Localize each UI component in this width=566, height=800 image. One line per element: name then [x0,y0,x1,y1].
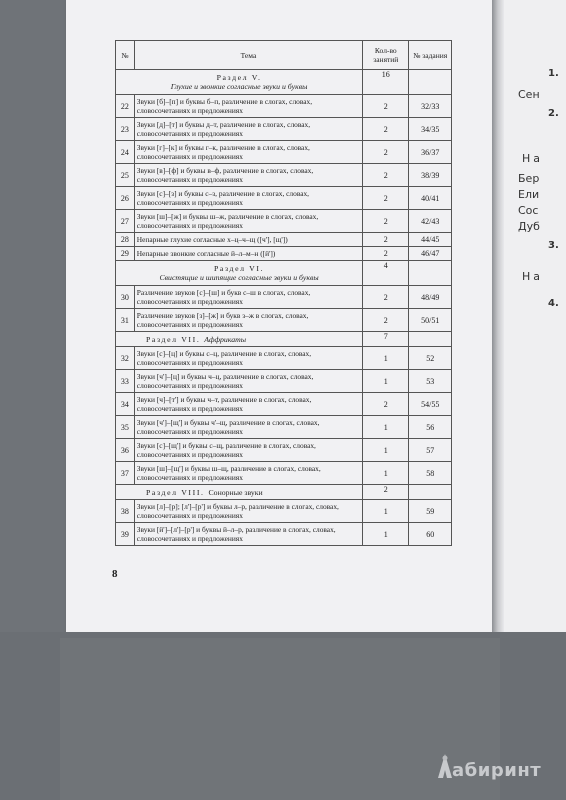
lesson-topic: Звуки [с]–[з] и буквы с–з, различение в слогах, словах, словосочетаниях и предложениях [134,187,362,210]
page-number: 8 [112,568,118,580]
lesson-task: 40/41 [409,187,452,210]
lesson-topic: Звуки [ч]–[т'] и буквы ч–т, различение в слогах, словах, словосочетаниях и предложениях [134,393,362,416]
right-page-fragment: Ели [518,188,540,201]
table-row [116,247,452,261]
lesson-count: 2 [363,247,409,261]
lesson-topic: Звуки [г]–[к] и буквы г–к, различение в слогах, словах, словосочетаниях и предложениях [134,141,362,164]
section-title [116,70,363,95]
section-subtitle: Сонорные звуки [208,487,263,497]
table-row [116,500,452,523]
lesson-number: 26 [116,187,135,210]
lesson-task: 59 [409,500,452,523]
section-row [116,261,452,286]
lesson-task: 60 [409,523,452,546]
right-page-fragment: На [522,270,544,283]
lesson-number: 34 [116,393,135,416]
right-page-fragment: На [522,152,544,165]
lesson-topic: Звуки [ш]–[щ'] и буквы ш–щ, различение в слогах, словах, словосочетаниях и предложениях [134,462,362,485]
right-page-fragment: 3. [548,240,559,251]
lesson-topic: Звуки [с]–[щ'] и буквы с–щ, различение в слогах, словах, словосочетаниях и предложениях [134,439,362,462]
lesson-count: 2 [363,286,409,309]
lesson-number: 33 [116,370,135,393]
section-subtitle: Аффрикаты [204,334,247,344]
lesson-count: 2 [363,309,409,332]
table-row [116,233,452,247]
section-title [116,332,363,347]
lesson-topic: Различение звуков [з]–[ж] и букв з–ж в слогах, словах, словосочетаниях и предложениях [134,309,362,332]
right-page-fragment: 2. [548,108,559,119]
lesson-task: 48/49 [409,286,452,309]
lesson-count: 2 [363,187,409,210]
table-row [116,309,452,332]
section-subtitle: Глухие и звонкие согласные звуки и буквы [170,82,308,91]
lesson-task: 50/51 [409,309,452,332]
lesson-count: 2 [363,233,409,247]
table-body [116,70,452,546]
lesson-number: 25 [116,164,135,187]
header-task: № задания [409,41,452,70]
section-task-empty [409,261,452,286]
right-page-fragment: Дуб [518,220,540,233]
lesson-count: 2 [363,118,409,141]
lesson-count: 1 [363,500,409,523]
lesson-task: 52 [409,347,452,370]
table-row [116,462,452,485]
contents-table [115,40,452,546]
section-row [116,485,452,500]
lesson-topic: Звуки [с]–[ц] и буквы с–ц, различение в слогах, словах, словосочетаниях и предложениях [134,347,362,370]
table-row [116,187,452,210]
lesson-task: 53 [409,370,452,393]
lesson-number: 36 [116,439,135,462]
lesson-number: 30 [116,286,135,309]
lesson-task: 34/35 [409,118,452,141]
lesson-number: 39 [116,523,135,546]
lesson-number: 24 [116,141,135,164]
right-page-fragment: Сен [518,88,540,101]
lesson-task: 42/43 [409,210,452,233]
table-row [116,164,452,187]
watermark-text: абиринт [452,760,542,781]
section-title [116,261,363,286]
section-heading: Раздел V. [216,73,262,82]
table-row [116,286,452,309]
lesson-number: 27 [116,210,135,233]
table-row [116,141,452,164]
lesson-topic: Звуки [й']–[л']–[р'] и буквы й–л–р, различение в слогах, словах, словосочетаниях и предложениях [134,523,362,546]
lesson-task: 36/37 [409,141,452,164]
lesson-count: 2 [363,393,409,416]
section-heading: Раздел VII. [146,334,201,344]
book-page-right [504,0,566,632]
lesson-count: 1 [363,523,409,546]
lesson-count: 1 [363,347,409,370]
section-task-empty [409,70,452,95]
table-row [116,347,452,370]
lesson-number: 38 [116,500,135,523]
lesson-number: 32 [116,347,135,370]
lesson-topic: Различение звуков [с]–[ш] и букв с–ш в слогах, словах, словосочетаниях и предложениях [134,286,362,309]
table-row [116,523,452,546]
lesson-task: 54/55 [409,393,452,416]
lesson-task: 57 [409,439,452,462]
lesson-count: 2 [363,95,409,118]
section-subtitle: Свистящие и шипящие согласные звуки и буквы [159,273,319,282]
lesson-count: 2 [363,164,409,187]
lesson-topic: Звуки [д]–[т] и буквы д–т, различение в слогах, словах, словосочетаниях и предложениях [134,118,362,141]
lesson-count: 2 [363,141,409,164]
lesson-topic: Непарные глухие согласные х–ц–ч–щ ([ч'], [щ']) [134,233,362,247]
section-heading: Раздел VI. [213,264,265,273]
section-heading: Раздел VIII. [146,487,205,497]
section-count: 7 [363,332,409,347]
lesson-task: 38/39 [409,164,452,187]
table-row [116,118,452,141]
right-page-fragment: Сос [518,204,539,217]
header-topic: Тема [134,41,362,70]
lesson-topic: Звуки [в]–[ф] и буквы в–ф, различение в слогах, словах, словосочетаниях и предложениях [134,164,362,187]
lesson-count: 1 [363,416,409,439]
lesson-number: 28 [116,233,135,247]
lesson-count: 1 [363,370,409,393]
lesson-task: 44/45 [409,233,452,247]
lesson-number: 37 [116,462,135,485]
table-row [116,95,452,118]
lesson-task: 56 [409,416,452,439]
lesson-count: 1 [363,439,409,462]
lesson-topic: Звуки [б]–[п] и буквы б–п, различение в слогах, словах, словосочетаниях и предложениях [134,95,362,118]
lesson-number: 35 [116,416,135,439]
right-page-fragment: 1. [548,68,559,79]
lesson-number: 22 [116,95,135,118]
lesson-topic: Звуки [ш]–[ж] и буквы ш–ж, различение в слогах, словах, словосочетаниях и предложениях [134,210,362,233]
lesson-number: 29 [116,247,135,261]
section-count: 2 [363,485,409,500]
lesson-task: 58 [409,462,452,485]
lesson-task: 46/47 [409,247,452,261]
lesson-topic: Звуки [л]–[р]; [л']–[р'] и буквы л–р, различение в слогах, словах, словосочетаниях и предложениях [134,500,362,523]
section-row [116,70,452,95]
section-count: 16 [363,70,409,95]
lesson-count: 2 [363,210,409,233]
section-row [116,332,452,347]
section-count: 4 [363,261,409,286]
table-row [116,370,452,393]
header-count: Кол-во занятий [363,41,409,70]
right-page-fragment: 4. [548,298,559,309]
table-row [116,393,452,416]
lesson-task: 32/33 [409,95,452,118]
lesson-topic: Непарные звонкие согласные й–л–м–н ([й']) [134,247,362,261]
section-task-empty [409,485,452,500]
lesson-count: 1 [363,462,409,485]
lesson-topic: Звуки [ч']–[ц] и буквы ч–ц, различение в слогах, словах, словосочетаниях и предложениях [134,370,362,393]
lesson-topic: Звуки [ч']–[щ'] и буквы ч'–щ, различение в слогах, словах, словосочетаниях и предложениях [134,416,362,439]
table-row [116,416,452,439]
right-page-fragment: Бер [518,172,540,185]
header-num: № [116,41,135,70]
section-title [116,485,363,500]
table-row [116,210,452,233]
table-header-row [116,41,452,70]
lesson-number: 23 [116,118,135,141]
book-gutter [492,0,504,640]
section-task-empty [409,332,452,347]
table-row [116,439,452,462]
lesson-number: 31 [116,309,135,332]
